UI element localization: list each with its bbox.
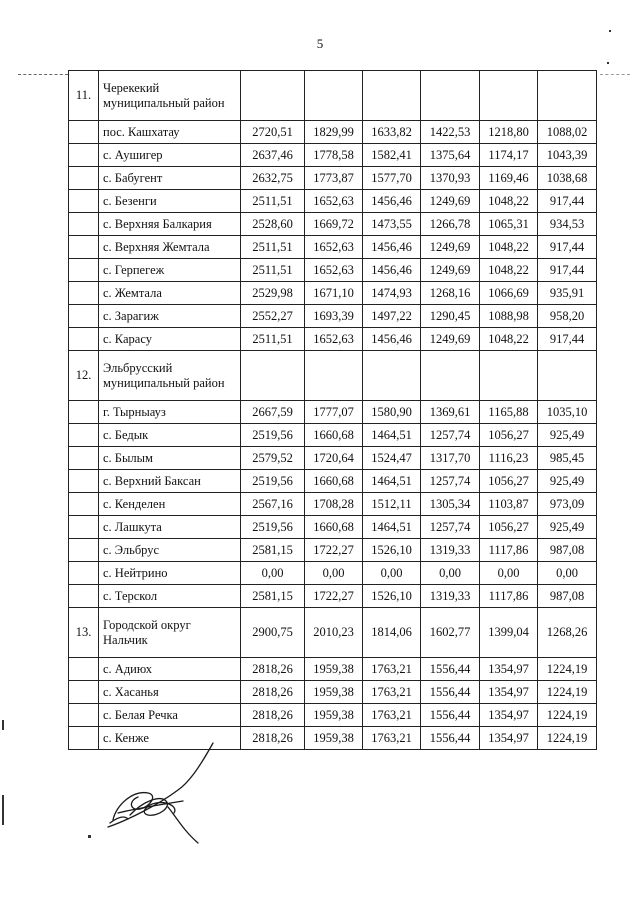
page-number: 5 [316, 36, 324, 51]
settlement-row [69, 236, 597, 259]
settlement-row [69, 328, 597, 351]
tariff-value [538, 351, 597, 401]
row-index [69, 401, 99, 424]
settlement-name: с. Хасанья [99, 681, 241, 704]
tariff-value: 1556,44 [421, 681, 480, 704]
settlement-row [69, 282, 597, 305]
tariff-value: 0,00 [305, 562, 363, 585]
settlement-name: с. Бедык [99, 424, 241, 447]
settlement-name: пос. Кашхатау [99, 121, 241, 144]
tariff-value: 1526,10 [363, 585, 421, 608]
tariff-value: 1249,69 [421, 259, 480, 282]
tariff-value: 1456,46 [363, 190, 421, 213]
tariff-value: 1249,69 [421, 190, 480, 213]
settlement-name: с. Герпегеж [99, 259, 241, 282]
tariff-value: 1763,21 [363, 658, 421, 681]
tariff-value: 925,49 [538, 516, 597, 539]
tariff-value: 2519,56 [241, 424, 305, 447]
tariff-value: 0,00 [538, 562, 597, 585]
tariff-value [480, 71, 538, 121]
tariff-value: 1633,82 [363, 121, 421, 144]
tariff-value [363, 71, 421, 121]
tariff-value: 917,44 [538, 190, 597, 213]
settlement-name: с. Кенже [99, 727, 241, 750]
tariff-value: 2818,26 [241, 704, 305, 727]
row-index [69, 236, 99, 259]
tariff-value: 1497,22 [363, 305, 421, 328]
tariff-value: 917,44 [538, 328, 597, 351]
settlement-row [69, 305, 597, 328]
tariff-value: 2528,60 [241, 213, 305, 236]
table-body [69, 71, 597, 750]
tariff-value: 1268,26 [538, 608, 597, 658]
tariff-value: 1778,58 [305, 144, 363, 167]
settlement-row [69, 121, 597, 144]
scan-mark [609, 30, 611, 32]
tariff-value: 1464,51 [363, 470, 421, 493]
tariff-value: 2519,56 [241, 470, 305, 493]
tariff-value: 1048,22 [480, 328, 538, 351]
settlement-name: с. Верхняя Балкария [99, 213, 241, 236]
settlement-name: с. Безенги [99, 190, 241, 213]
tariff-value: 2529,98 [241, 282, 305, 305]
tariff-value: 1660,68 [305, 470, 363, 493]
tariff-value: 1464,51 [363, 516, 421, 539]
settlement-name: с. Адиюх [99, 658, 241, 681]
tariff-value: 1224,19 [538, 681, 597, 704]
district-name: Черекекий муниципальный район [99, 71, 241, 121]
tariff-value: 958,20 [538, 305, 597, 328]
tariff-value: 1577,70 [363, 167, 421, 190]
tariff-value: 1763,21 [363, 727, 421, 750]
settlement-row [69, 167, 597, 190]
tariff-value: 1773,87 [305, 167, 363, 190]
tariff-value: 1088,98 [480, 305, 538, 328]
tariff-value [363, 351, 421, 401]
tariff-value: 1354,97 [480, 658, 538, 681]
tariff-value: 1580,90 [363, 401, 421, 424]
tariff-value: 1319,33 [421, 539, 480, 562]
tariff-value: 1959,38 [305, 681, 363, 704]
tariff-value: 1582,41 [363, 144, 421, 167]
tariff-value: 934,53 [538, 213, 597, 236]
tariff-value: 1169,46 [480, 167, 538, 190]
settlement-row [69, 401, 597, 424]
tariff-value: 1048,22 [480, 259, 538, 282]
tariff-value: 1777,07 [305, 401, 363, 424]
tariff-value: 1474,93 [363, 282, 421, 305]
row-index: 11. [69, 71, 99, 121]
scan-mark [2, 720, 4, 730]
tariff-value: 1722,27 [305, 539, 363, 562]
tariff-value: 2818,26 [241, 658, 305, 681]
settlement-name: с. Жемтала [99, 282, 241, 305]
tariff-value: 1218,80 [480, 121, 538, 144]
settlement-row [69, 190, 597, 213]
tariff-value [421, 71, 480, 121]
row-index [69, 121, 99, 144]
tariff-value: 2900,75 [241, 608, 305, 658]
tariff-value: 1224,19 [538, 704, 597, 727]
tariff-value: 0,00 [421, 562, 480, 585]
tariff-value: 1174,17 [480, 144, 538, 167]
tariff-value: 1959,38 [305, 727, 363, 750]
settlement-name: с. Белая Речка [99, 704, 241, 727]
tariff-value [241, 71, 305, 121]
tariff-value: 2667,59 [241, 401, 305, 424]
row-index [69, 167, 99, 190]
tariff-value: 1088,02 [538, 121, 597, 144]
settlement-row [69, 562, 597, 585]
settlement-name: с. Верхний Баксан [99, 470, 241, 493]
tariff-value: 987,08 [538, 585, 597, 608]
tariff-value: 1257,74 [421, 470, 480, 493]
tariff-value: 1116,23 [480, 447, 538, 470]
tariff-value: 1722,27 [305, 585, 363, 608]
tariff-value [538, 71, 597, 121]
tariff-value: 2511,51 [241, 236, 305, 259]
settlement-row [69, 681, 597, 704]
district-name: Эльбрусский муниципальный район [99, 351, 241, 401]
tariff-value: 1117,86 [480, 539, 538, 562]
tariff-value: 1317,70 [421, 447, 480, 470]
tariff-value: 1814,06 [363, 608, 421, 658]
row-index [69, 424, 99, 447]
tariff-value: 1268,16 [421, 282, 480, 305]
tariff-value: 1370,93 [421, 167, 480, 190]
tariff-value: 1056,27 [480, 424, 538, 447]
tariff-value: 1319,33 [421, 585, 480, 608]
row-index [69, 493, 99, 516]
tariff-value: 1375,64 [421, 144, 480, 167]
tariff-value: 1526,10 [363, 539, 421, 562]
tariff-value: 1056,27 [480, 516, 538, 539]
tariff-value: 2720,51 [241, 121, 305, 144]
tariff-value: 1660,68 [305, 516, 363, 539]
signature-image [88, 735, 218, 855]
tariff-value: 2579,52 [241, 447, 305, 470]
settlement-row [69, 658, 597, 681]
tariff-value: 1165,88 [480, 401, 538, 424]
row-index [69, 144, 99, 167]
tariff-value: 1720,64 [305, 447, 363, 470]
row-index [69, 658, 99, 681]
settlement-row [69, 704, 597, 727]
tariff-value: 1354,97 [480, 704, 538, 727]
tariff-value: 1652,63 [305, 328, 363, 351]
row-index [69, 305, 99, 328]
tariff-value: 2567,16 [241, 493, 305, 516]
tariff-value: 973,09 [538, 493, 597, 516]
settlement-name: г. Тырныауз [99, 401, 241, 424]
tariff-value: 1763,21 [363, 704, 421, 727]
settlement-row [69, 447, 597, 470]
tariff-value: 2632,75 [241, 167, 305, 190]
settlement-name: с. Нейтрино [99, 562, 241, 585]
tariff-value: 1708,28 [305, 493, 363, 516]
tariff-value: 2511,51 [241, 328, 305, 351]
tariff-value: 1038,68 [538, 167, 597, 190]
row-index [69, 516, 99, 539]
settlement-row [69, 493, 597, 516]
tariff-value: 1354,97 [480, 681, 538, 704]
tariff-value: 925,49 [538, 424, 597, 447]
row-index [69, 704, 99, 727]
tariff-value: 2818,26 [241, 727, 305, 750]
tariff-value: 917,44 [538, 259, 597, 282]
tariff-value: 1829,99 [305, 121, 363, 144]
tariff-value: 2552,27 [241, 305, 305, 328]
row-index [69, 585, 99, 608]
tariff-value: 2010,23 [305, 608, 363, 658]
settlement-row [69, 516, 597, 539]
tariff-value: 1056,27 [480, 470, 538, 493]
scan-mark [607, 62, 609, 64]
scan-rule-right [600, 74, 630, 75]
tariff-value: 1305,34 [421, 493, 480, 516]
tariff-value [480, 351, 538, 401]
row-index [69, 681, 99, 704]
settlement-name: с. Бабугент [99, 167, 241, 190]
scan-mark [2, 795, 4, 825]
tariff-value: 1473,55 [363, 213, 421, 236]
tariff-value: 1959,38 [305, 658, 363, 681]
tariff-value: 1652,63 [305, 236, 363, 259]
tariff-value: 1556,44 [421, 704, 480, 727]
row-index: 12. [69, 351, 99, 401]
tariff-value: 1224,19 [538, 658, 597, 681]
tariff-value: 2511,51 [241, 190, 305, 213]
tariff-value: 1602,77 [421, 608, 480, 658]
tariff-value: 1556,44 [421, 658, 480, 681]
tariff-value: 1763,21 [363, 681, 421, 704]
tariff-value: 1693,39 [305, 305, 363, 328]
row-index [69, 282, 99, 305]
tariff-value: 925,49 [538, 470, 597, 493]
tariff-value: 1524,47 [363, 447, 421, 470]
settlement-row [69, 144, 597, 167]
settlement-name: с. Терскол [99, 585, 241, 608]
row-index: 13. [69, 608, 99, 658]
tariff-value: 1290,45 [421, 305, 480, 328]
tariff-value: 1464,51 [363, 424, 421, 447]
tariff-value: 1224,19 [538, 727, 597, 750]
tariff-value: 1257,74 [421, 516, 480, 539]
row-index [69, 562, 99, 585]
tariff-value: 1959,38 [305, 704, 363, 727]
district-row [69, 71, 597, 121]
tariff-value [305, 71, 363, 121]
tariff-value: 1043,39 [538, 144, 597, 167]
tariff-value: 0,00 [241, 562, 305, 585]
settlement-row [69, 585, 597, 608]
tariff-value: 987,08 [538, 539, 597, 562]
tariff-value: 917,44 [538, 236, 597, 259]
tariff-value: 2637,46 [241, 144, 305, 167]
tariff-value [305, 351, 363, 401]
tariff-value: 1249,69 [421, 328, 480, 351]
tariff-value: 2581,15 [241, 539, 305, 562]
tariff-value: 1456,46 [363, 236, 421, 259]
tariff-value: 1249,69 [421, 236, 480, 259]
tariff-value: 1399,04 [480, 608, 538, 658]
tariff-value: 1669,72 [305, 213, 363, 236]
row-index [69, 259, 99, 282]
tariff-value: 1048,22 [480, 190, 538, 213]
tariff-value: 1556,44 [421, 727, 480, 750]
tariff-value: 1660,68 [305, 424, 363, 447]
tariff-value: 1266,78 [421, 213, 480, 236]
tariff-value: 1117,86 [480, 585, 538, 608]
district-row [69, 608, 597, 658]
settlement-name: с. Зарагиж [99, 305, 241, 328]
tariff-value: 0,00 [480, 562, 538, 585]
tariff-value: 2581,15 [241, 585, 305, 608]
tariff-value [421, 351, 480, 401]
tariff-value: 1512,11 [363, 493, 421, 516]
tariff-value: 1065,31 [480, 213, 538, 236]
tariff-value: 2519,56 [241, 516, 305, 539]
tariff-value: 1103,87 [480, 493, 538, 516]
tariff-value: 1354,97 [480, 727, 538, 750]
row-index [69, 190, 99, 213]
tariff-value: 935,91 [538, 282, 597, 305]
row-index [69, 447, 99, 470]
row-index [69, 539, 99, 562]
settlement-name: с. Верхняя Жемтала [99, 236, 241, 259]
tariff-value: 1257,74 [421, 424, 480, 447]
row-index [69, 213, 99, 236]
tariff-value: 1048,22 [480, 236, 538, 259]
scan-rule-left [18, 74, 68, 75]
settlement-name: с. Аушигер [99, 144, 241, 167]
tariff-table [68, 70, 597, 750]
settlement-name: с. Былым [99, 447, 241, 470]
settlement-name: с. Кенделен [99, 493, 241, 516]
tariff-value: 1456,46 [363, 259, 421, 282]
tariff-value: 985,45 [538, 447, 597, 470]
settlement-name: с. Карасу [99, 328, 241, 351]
row-index [69, 328, 99, 351]
tariff-value: 1035,10 [538, 401, 597, 424]
tariff-value: 2511,51 [241, 259, 305, 282]
settlement-name: с. Эльбрус [99, 539, 241, 562]
tariff-value: 1422,53 [421, 121, 480, 144]
tariff-value: 2818,26 [241, 681, 305, 704]
row-index [69, 470, 99, 493]
tariff-value: 1456,46 [363, 328, 421, 351]
tariff-value: 1369,61 [421, 401, 480, 424]
settlement-row [69, 539, 597, 562]
settlement-row [69, 424, 597, 447]
tariff-value: 1671,10 [305, 282, 363, 305]
district-row [69, 351, 597, 401]
settlement-row [69, 213, 597, 236]
tariff-value: 0,00 [363, 562, 421, 585]
settlement-name: с. Лашкута [99, 516, 241, 539]
tariff-value: 1652,63 [305, 259, 363, 282]
settlement-row [69, 259, 597, 282]
district-name: Городской округ Нальчик [99, 608, 241, 658]
tariff-value: 1652,63 [305, 190, 363, 213]
tariff-value: 1066,69 [480, 282, 538, 305]
tariff-value [241, 351, 305, 401]
settlement-row [69, 470, 597, 493]
